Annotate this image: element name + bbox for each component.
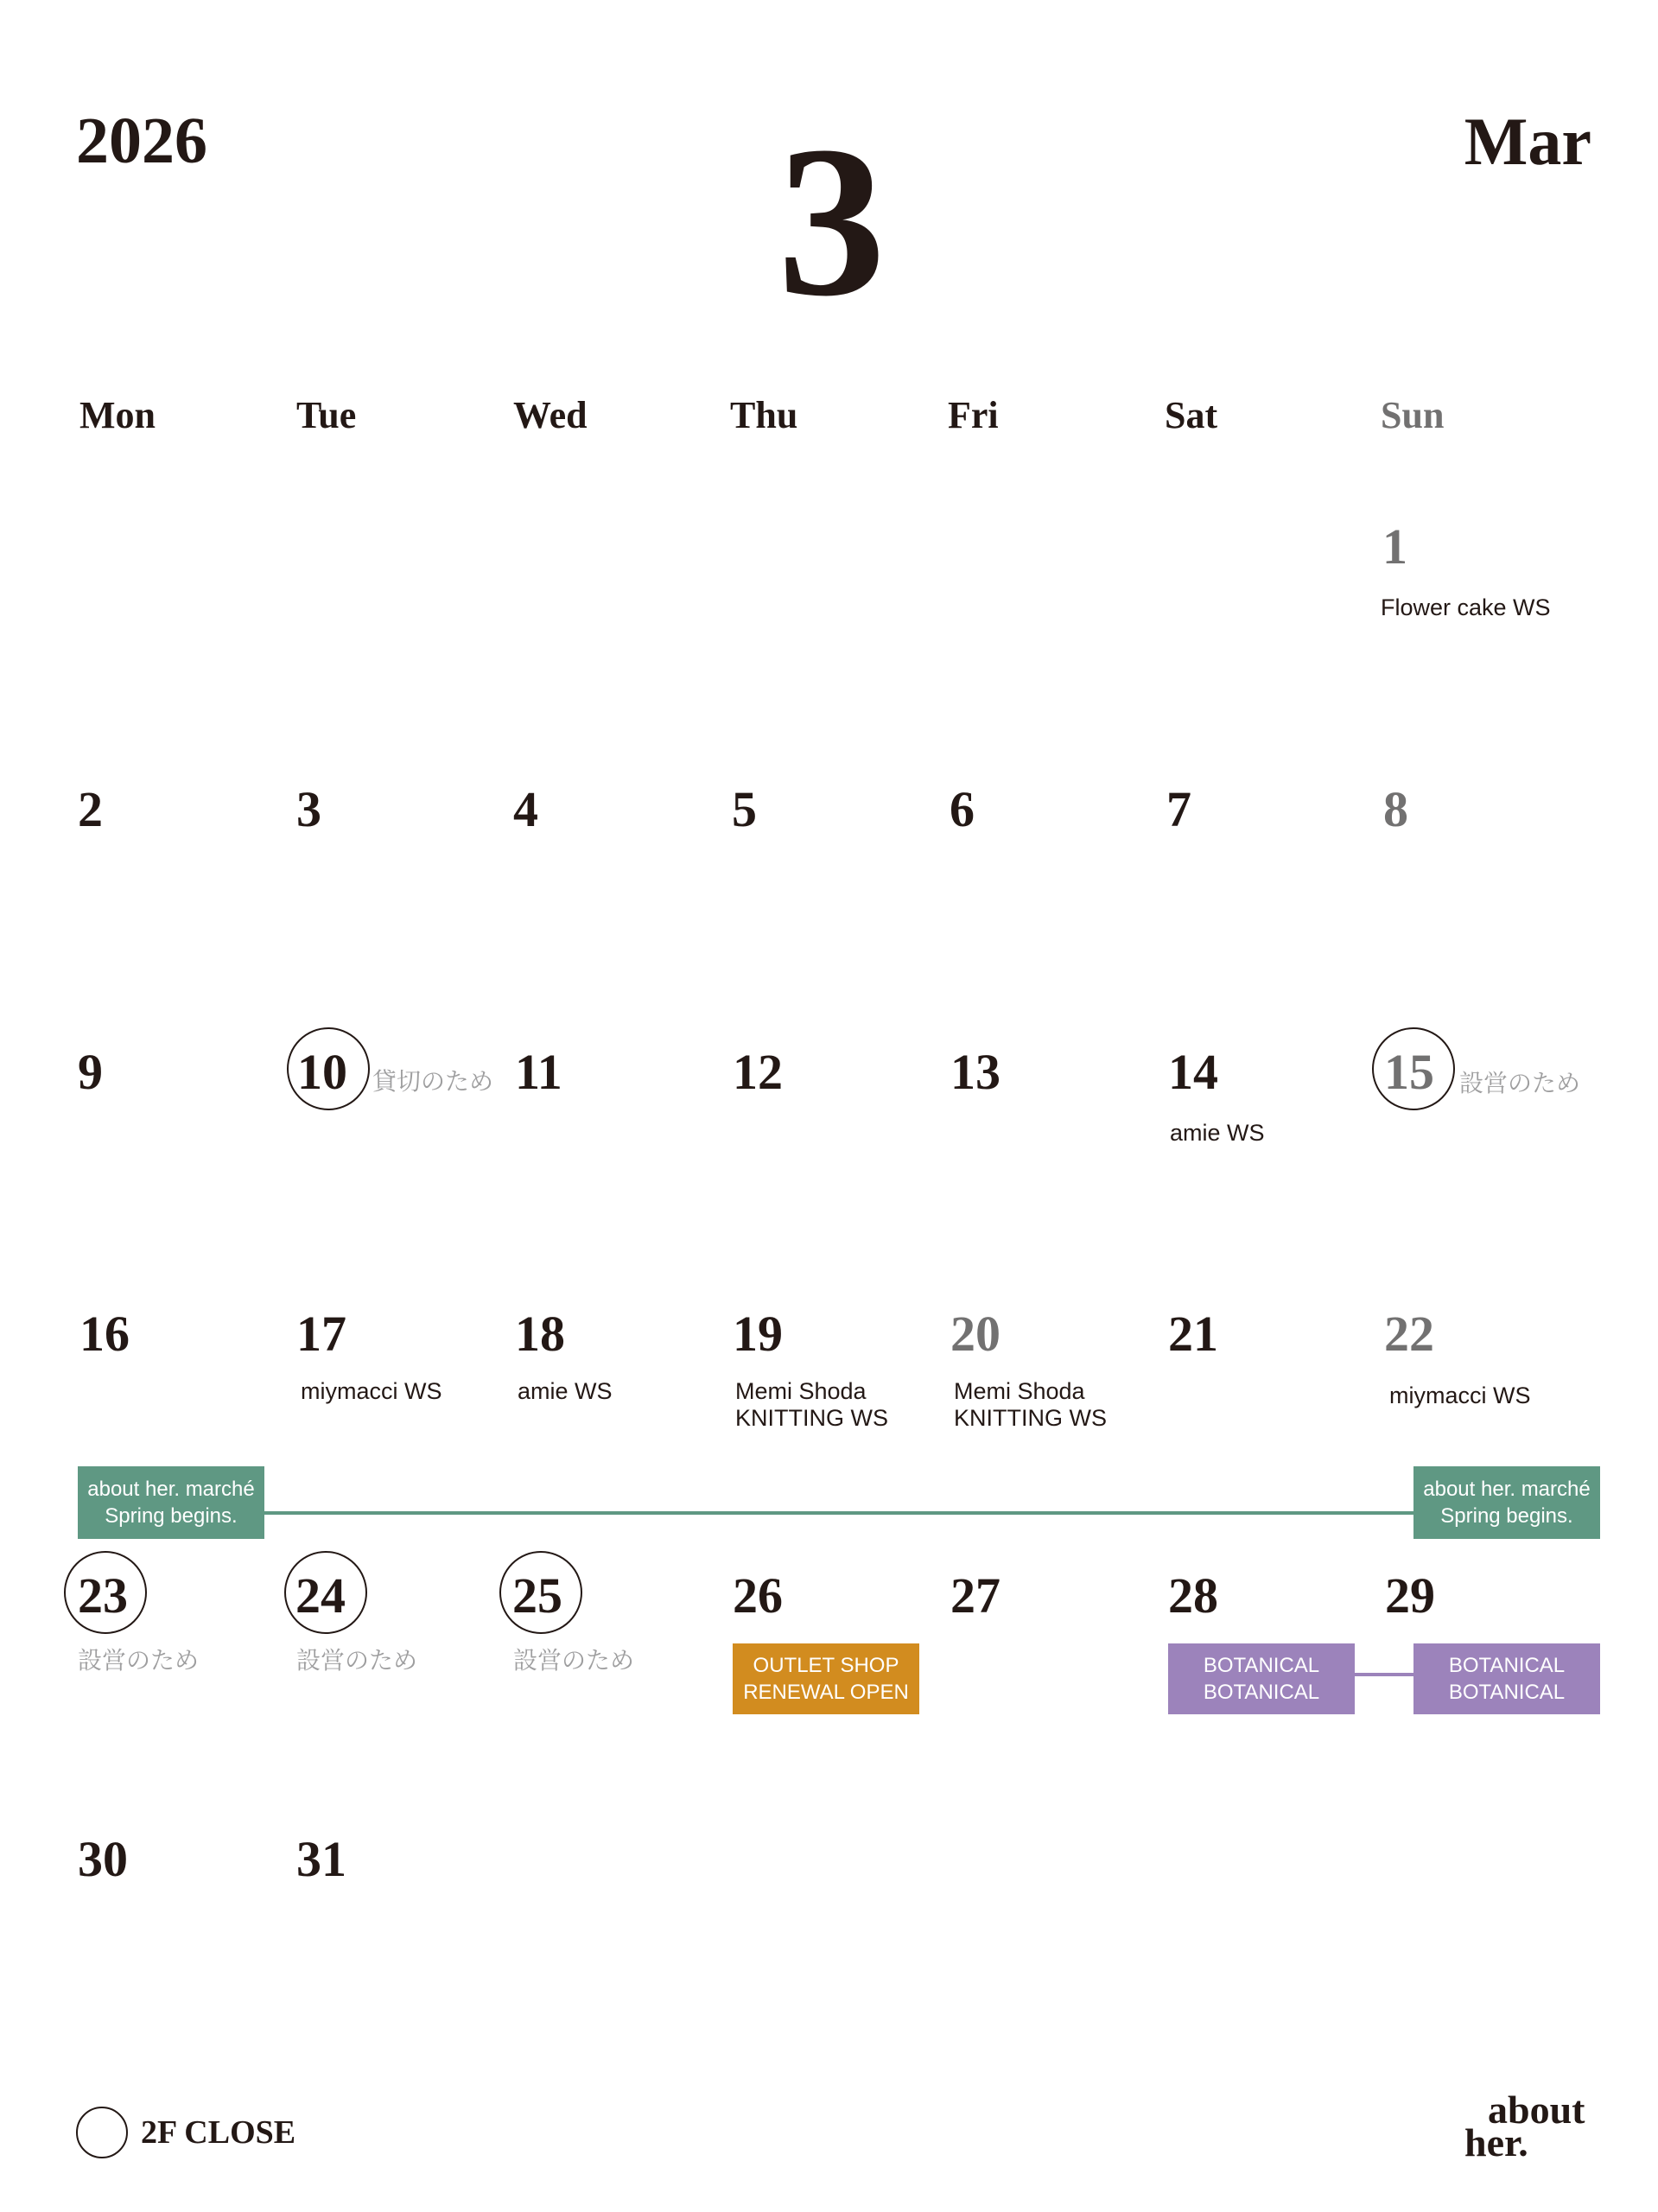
- day-5[interactable]: 5: [732, 781, 757, 837]
- legend-circle-icon: [76, 2107, 128, 2158]
- weekday-tue: Tue: [296, 394, 357, 436]
- weekday-wed: Wed: [513, 394, 588, 436]
- day-28[interactable]: 28: [1168, 1567, 1218, 1624]
- day-22[interactable]: 22: [1384, 1306, 1434, 1362]
- day-7[interactable]: 7: [1166, 781, 1191, 837]
- closed-note-25: 設営のため: [513, 1647, 635, 1674]
- legend-label: 2F CLOSE: [141, 2114, 296, 2151]
- outlet-banner: OUTLET SHOP RENEWAL OPEN: [733, 1643, 919, 1714]
- marche-banner-start: about her. marché Spring begins.: [78, 1466, 264, 1539]
- event-day-20: Memi Shoda KNITTING WS: [954, 1378, 1107, 1432]
- botanical-connector-line: [1348, 1673, 1417, 1676]
- closed-note-10: 貸切のため: [372, 1068, 494, 1095]
- day-15[interactable]: 15: [1384, 1044, 1434, 1100]
- brand-logo: [1464, 2088, 1585, 2164]
- year-label: 2026: [76, 105, 207, 177]
- day-13[interactable]: 13: [950, 1044, 1001, 1100]
- day-23[interactable]: 23: [78, 1567, 128, 1624]
- day-10[interactable]: 10: [297, 1044, 347, 1100]
- closed-note-15: 設営のため: [1459, 1070, 1581, 1096]
- logo-line-2: her.: [1464, 2120, 1528, 2164]
- day-4[interactable]: 4: [513, 781, 538, 837]
- day-30[interactable]: 30: [78, 1831, 128, 1887]
- day-31[interactable]: 31: [296, 1831, 346, 1887]
- day-17[interactable]: 17: [296, 1306, 346, 1362]
- month-name: Mar: [1464, 104, 1591, 179]
- event-day-18: amie WS: [518, 1378, 613, 1404]
- weekday-sat: Sat: [1165, 394, 1218, 436]
- day-18[interactable]: 18: [515, 1306, 565, 1362]
- event-day-1: Flower cake WS: [1381, 594, 1551, 620]
- day-26[interactable]: 26: [733, 1567, 783, 1624]
- logo-line-1: about: [1488, 2088, 1585, 2132]
- day-27[interactable]: 27: [950, 1567, 1001, 1624]
- day-8[interactable]: 8: [1383, 781, 1408, 837]
- day-29[interactable]: 29: [1385, 1567, 1435, 1624]
- day-21[interactable]: 21: [1168, 1306, 1218, 1362]
- day-16[interactable]: 16: [79, 1306, 130, 1362]
- day-14[interactable]: 14: [1168, 1044, 1218, 1100]
- weekday-thu: Thu: [730, 394, 798, 436]
- event-day-19: Memi Shoda KNITTING WS: [735, 1378, 888, 1432]
- day-12[interactable]: 12: [733, 1044, 783, 1100]
- weekday-sun: Sun: [1381, 394, 1445, 436]
- event-day-14: amie WS: [1170, 1120, 1265, 1146]
- closed-note-23: 設営のため: [78, 1647, 200, 1674]
- day-3[interactable]: 3: [296, 781, 321, 837]
- closed-note-24: 設営のため: [296, 1647, 418, 1674]
- event-day-17: miymacci WS: [301, 1378, 442, 1404]
- day-11[interactable]: 11: [515, 1044, 562, 1100]
- day-1[interactable]: 1: [1382, 518, 1407, 575]
- event-day-22: miymacci WS: [1389, 1382, 1531, 1408]
- month-number: 3: [778, 102, 886, 341]
- day-19[interactable]: 19: [733, 1306, 783, 1362]
- day-6[interactable]: 6: [950, 781, 975, 837]
- day-25[interactable]: 25: [512, 1567, 562, 1624]
- day-24[interactable]: 24: [295, 1567, 346, 1624]
- day-20[interactable]: 20: [950, 1306, 1001, 1362]
- botanical-banner-end: BOTANICAL BOTANICAL: [1413, 1643, 1600, 1714]
- day-2[interactable]: 2: [78, 781, 103, 837]
- weekday-fri: Fri: [948, 394, 999, 436]
- marche-connector-line: [259, 1511, 1417, 1515]
- botanical-banner-start: BOTANICAL BOTANICAL: [1168, 1643, 1355, 1714]
- marche-banner-end: about her. marché Spring begins.: [1413, 1466, 1600, 1539]
- day-9[interactable]: 9: [78, 1044, 103, 1100]
- weekday-mon: Mon: [79, 394, 156, 436]
